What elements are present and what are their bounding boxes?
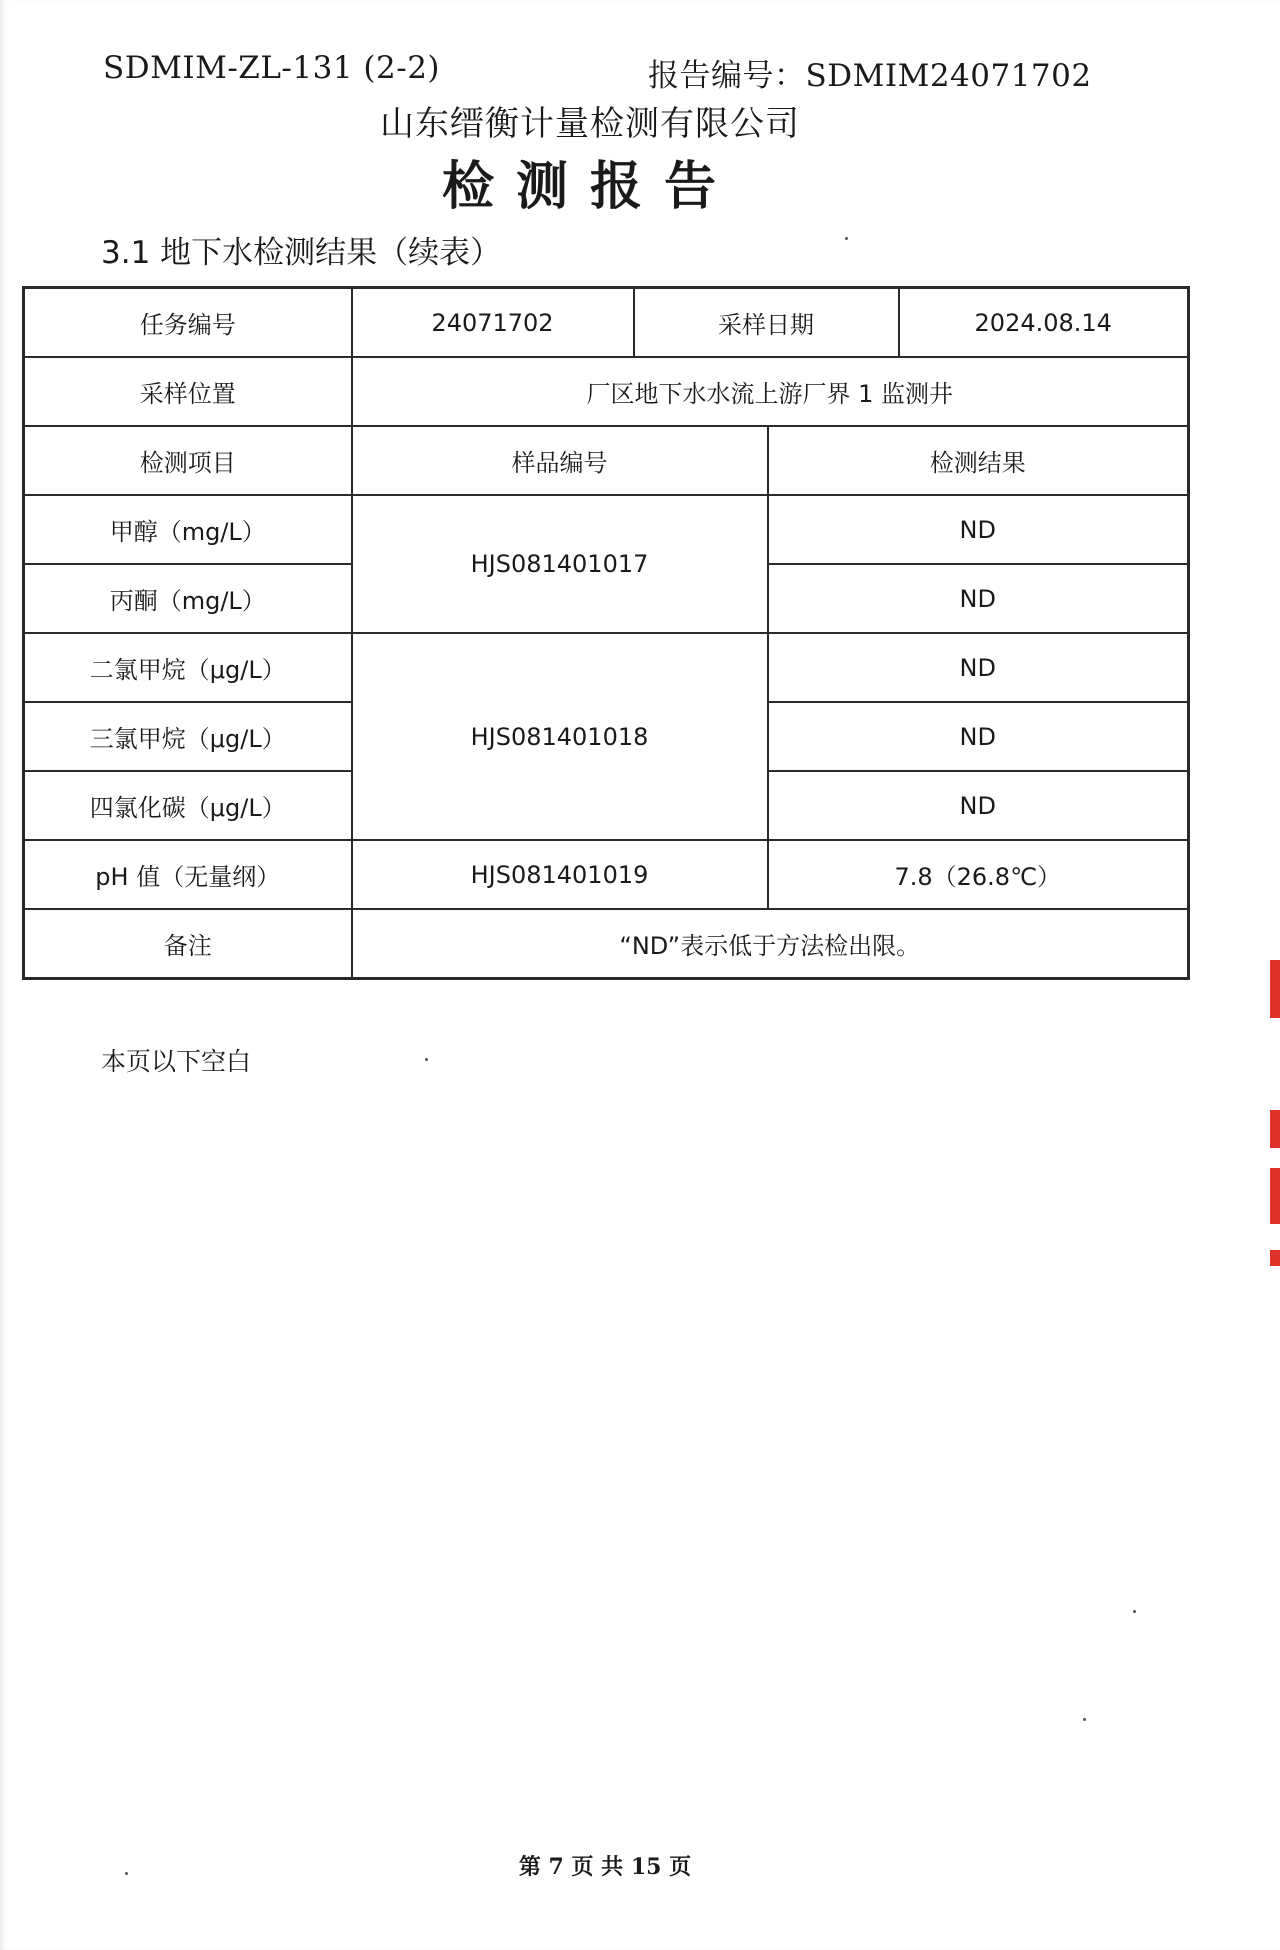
col-item-header: 检测项目 — [24, 426, 352, 495]
task-number: 24071702 — [352, 288, 634, 358]
col-result-header: 检测结果 — [768, 426, 1189, 495]
sampling-date: 2024.08.14 — [899, 288, 1189, 358]
page-number: 第 7 页 共 15 页 — [518, 1854, 692, 1880]
table-row — [24, 288, 1189, 358]
scan-speck — [845, 237, 848, 240]
sample-id-cell: HJS081401017 — [352, 495, 768, 633]
table-row — [24, 495, 1189, 564]
remark-text: “ND”表示低于方法检出限。 — [352, 909, 1189, 979]
form-code: SDMIM-ZL-131 (2-2) — [103, 50, 441, 86]
scan-speck — [1083, 1718, 1086, 1721]
table-header-row — [24, 426, 1189, 495]
table-row — [24, 633, 1189, 702]
result-cell: ND — [768, 495, 1189, 564]
result-cell: ND — [768, 633, 1189, 702]
sampling-location: 厂区地下水水流上游厂界 1 监测井 — [352, 357, 1189, 426]
sample-id-cell: HJS081401018 — [352, 633, 768, 840]
scan-speck — [1133, 1610, 1136, 1613]
sample-id-cell: HJS081401019 — [352, 840, 768, 909]
report-number: 报告编号：SDMIM24071702 — [648, 58, 1092, 94]
section-title: 3.1 地下水检测结果（续表） — [101, 235, 502, 271]
company-name: 山东缙衡计量检测有限公司 — [380, 104, 800, 144]
results-table — [22, 286, 1190, 980]
result-cell: ND — [768, 564, 1189, 633]
table-row — [24, 909, 1189, 979]
sampling-date-label: 采样日期 — [634, 288, 899, 358]
blank-page-note: 本页以下空白 — [101, 1047, 252, 1076]
table-row — [24, 840, 1189, 909]
report-title: 检测报告 — [441, 157, 738, 217]
scan-speck — [425, 1058, 428, 1061]
red-stamp-fragment — [1268, 960, 1280, 1270]
result-cell: 7.8（26.8℃） — [768, 840, 1189, 909]
item-cell: 三氯甲烷（μg/L） — [24, 702, 352, 771]
item-cell: 二氯甲烷（μg/L） — [24, 633, 352, 702]
remark-label: 备注 — [24, 909, 352, 979]
item-cell: 甲醇（mg/L） — [24, 495, 352, 564]
item-cell: 四氯化碳（μg/L） — [24, 771, 352, 840]
col-sample-header: 样品编号 — [352, 426, 768, 495]
table-row — [24, 357, 1189, 426]
task-label: 任务编号 — [24, 288, 352, 358]
result-cell: ND — [768, 771, 1189, 840]
item-cell: 丙酮（mg/L） — [24, 564, 352, 633]
result-cell: ND — [768, 702, 1189, 771]
item-cell: pH 值（无量纲） — [24, 840, 352, 909]
location-label: 采样位置 — [24, 357, 352, 426]
